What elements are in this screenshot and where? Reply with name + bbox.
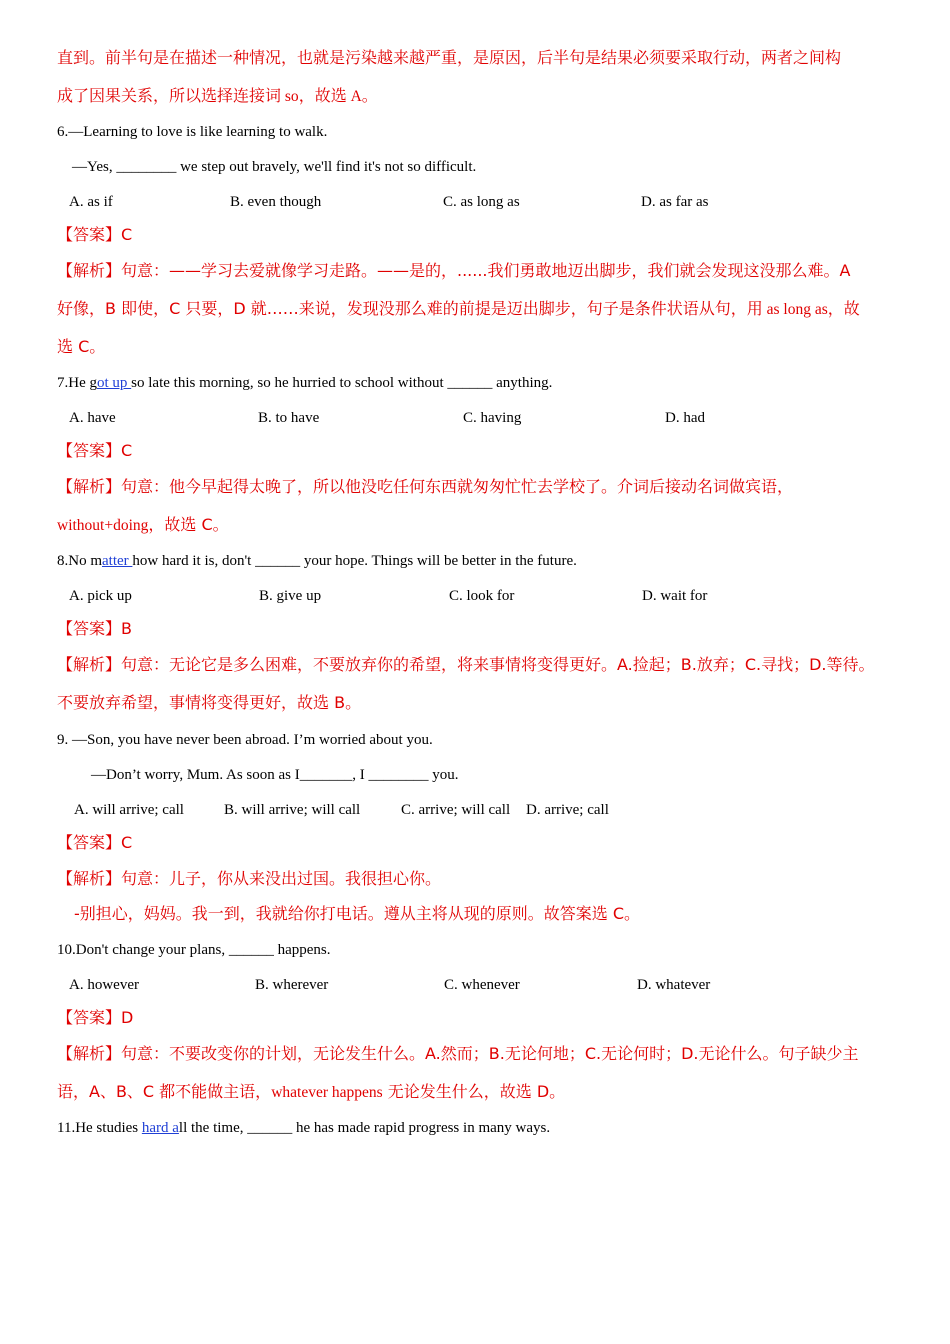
q9-stem: 9. —Son, you have never been abroad. I’m worried about you. [57,732,433,748]
q9-analysis-1: 【解析】句意：儿子，你从来没出过国。我很担心你。 [57,869,442,888]
q7-option-d: D. had [665,410,705,426]
q6-stem-2: —Yes, ________ we step out bravely, we'll find it's not so difficult. [72,159,477,175]
q8-analysis-2: 不要放弃希望，事情将变得更好，故选 B。 [57,693,362,712]
q7-link[interactable]: ot up [97,375,132,391]
q8-stem [57,551,577,571]
q6-analysis-2 [57,299,860,320]
q8-stem-text: 8.No m [57,553,102,569]
q8-option-d: D. wait for [642,588,708,604]
intro-so: so [281,88,299,105]
q11-stem-text: 11.He studies [57,1120,142,1136]
q6-analysis-3: 选 C。 [57,337,106,356]
q6-analysis-1: 【解析】句意：——学习去爱就像学习走路。——是的，......我们勇敢地迈出脚步，我们就会发现这没那么难。A [57,261,851,280]
q10-stem: 10.Don't change your plans, ______ happens. [57,942,331,958]
intro-line-2 [57,86,378,107]
intro-text: 成了因果关系，所以选择连接词 [57,86,282,105]
q8-option-a: A. pick up [69,588,132,604]
intro-line-1: 直到。前半句是在描述一种情况，也就是污染越来越严重，是原因，后半句是结果必须要采取行动，两者之间构 [57,48,842,67]
q7-stem [57,373,552,393]
q6-analysis-text: ，故 [827,299,860,318]
q7-analysis-1: 【解析】句意：他今早起得太晚了，所以他没吃任何东西就匆匆忙忙去学校了。介词后接动名词做宾语， [57,477,794,496]
q6-option-a: A. as if [69,194,113,210]
q6-analysis-text: 好像，B 即使，C 只要，D 就……来说，发现没那么难的前提是迈出脚步，句子是条件状语从句，用 [57,299,763,318]
q9-option-a: A. will arrive; call [74,802,184,818]
q10-analysis-2 [57,1082,565,1103]
q7-answer: 【答案】C [57,441,133,460]
q7-analysis-text: ，故选 C。 [148,515,229,534]
q7-option-a: A. have [69,410,116,426]
q9-analysis-2: -别担心，妈妈。我一到，我就给你打电话。遵从主将从现的原则。故答案选 C。 [74,904,641,923]
q6-stem: 6.—Learning to love is like learning to walk. [57,124,328,140]
q7-stem-text: 7.He g [57,375,97,391]
q10-option-c: C. whenever [444,977,520,993]
intro-option: A [346,88,362,105]
q8-link[interactable]: atter [102,553,133,569]
q7-stem-text: so late this morning, so he hurried to school without ______ anything. [131,375,553,391]
q9-option-b: B. will arrive; will call [224,802,361,818]
q8-option-b: B. give up [259,588,322,604]
q8-stem-text: how hard it is, don't ______ your hope. Things will be better in the future. [132,553,577,569]
intro-text: ，故选 [298,86,347,105]
q8-analysis-1: 【解析】句意：无论它是多么困难，不要放弃你的希望，将来事情将变得更好。A.捡起；B.放弃；C.寻找；D.等待。 [57,655,875,674]
q6-analysis-phrase: as long as [762,301,828,318]
q10-answer: 【答案】D [57,1008,134,1027]
q10-analysis-text: 无论发生什么，故选 D。 [382,1082,566,1101]
q10-analysis-1: 【解析】句意：不要改变你的计划，无论发生什么。A.然而；B.无论何地；C.无论何时；D.无论什么。句子缺少主 [57,1044,859,1063]
q6-answer: 【答案】C [57,225,133,244]
q7-option-c: C. having [463,410,522,426]
q10-option-a: A. however [69,977,139,993]
intro-text: 。 [361,86,378,105]
q8-answer: 【答案】B [57,619,132,638]
q6-option-d: D. as far as [641,194,709,210]
q10-analysis-text: 语，A、B、C 都不能做主语， [57,1082,272,1101]
q9-option-d: D. arrive; call [526,802,609,818]
q9-answer: 【答案】C [57,833,133,852]
q7-analysis-2 [57,515,229,536]
q10-analysis-phrase: whatever happens [271,1084,383,1101]
q6-option-c: C. as long as [443,194,520,210]
q7-analysis-phrase: without+doing [57,517,149,534]
q9-stem-2: —Don’t worry, Mum. As soon as I_______, I ________ you. [91,767,459,783]
q9-option-c: C. arrive; will call [401,802,511,818]
q7-option-b: B. to have [258,410,320,426]
q10-option-d: D. whatever [637,977,711,993]
q10-option-b: B. wherever [255,977,329,993]
q6-option-b: B. even though [230,194,322,210]
q11-stem [57,1118,550,1138]
q8-option-c: C. look for [449,588,515,604]
q11-stem-text: ll the time, ______ he has made rapid progress in many ways. [178,1120,551,1136]
q11-link[interactable]: hard a [141,1120,179,1136]
